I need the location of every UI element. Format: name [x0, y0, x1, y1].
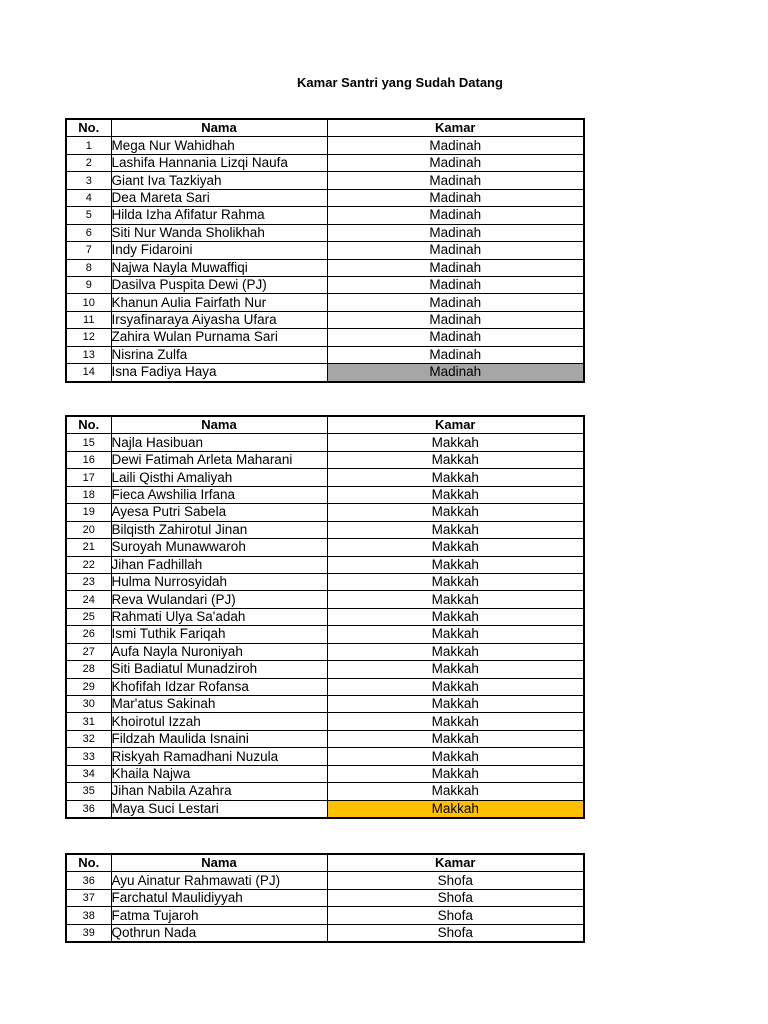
- room-cell: Madinah: [327, 294, 584, 311]
- row-number-cell: 13: [66, 346, 111, 363]
- name-cell: Lashifa Hannania Lizqi Naufa: [111, 154, 327, 171]
- row-number-cell: 35: [66, 783, 111, 800]
- room-cell: Madinah: [327, 311, 584, 328]
- table-row: [66, 678, 584, 695]
- room-cell: Madinah: [327, 189, 584, 206]
- table-row: [66, 924, 584, 942]
- row-number-cell: 3: [66, 172, 111, 189]
- name-cell: Reva Wulandari (PJ): [111, 591, 327, 608]
- name-cell: Khofifah Idzar Rofansa: [111, 678, 327, 695]
- name-cell: Jihan Fadhillah: [111, 556, 327, 573]
- room-cell: Makkah: [327, 730, 584, 747]
- room-cell: Shofa: [327, 872, 584, 889]
- room-table-madinah: [65, 118, 585, 383]
- table-row: [66, 486, 584, 503]
- table-row: [66, 608, 584, 625]
- table-row: [66, 521, 584, 538]
- room-cell: Madinah: [327, 259, 584, 276]
- room-cell: Madinah: [327, 242, 584, 259]
- name-cell: Dasilva Puspita Dewi (PJ): [111, 276, 327, 293]
- name-cell: Hulma Nurrosyidah: [111, 573, 327, 590]
- table-row: [66, 434, 584, 451]
- room-cell: Makkah: [327, 678, 584, 695]
- table-row: [66, 765, 584, 782]
- column-header-no: No.: [66, 854, 111, 872]
- table-row: [66, 294, 584, 311]
- room-cell: Makkah: [327, 469, 584, 486]
- row-number-cell: 28: [66, 661, 111, 678]
- column-header-no: No.: [66, 119, 111, 137]
- name-cell: Irsyafinaraya Aiyasha Ufara: [111, 311, 327, 328]
- name-cell: Najla Hasibuan: [111, 434, 327, 451]
- row-number-cell: 31: [66, 713, 111, 730]
- row-number-cell: 25: [66, 608, 111, 625]
- row-number-cell: 10: [66, 294, 111, 311]
- room-cell: Madinah: [327, 207, 584, 224]
- row-number-cell: 17: [66, 469, 111, 486]
- table-row: [66, 626, 584, 643]
- room-cell: Makkah: [327, 539, 584, 556]
- table-row: [66, 730, 584, 747]
- name-cell: Farchatul Maulidiyyah: [111, 889, 327, 906]
- row-number-cell: 9: [66, 276, 111, 293]
- row-number-cell: 12: [66, 329, 111, 346]
- name-cell: Aufa Nayla Nuroniyah: [111, 643, 327, 660]
- room-cell: Madinah: [327, 346, 584, 363]
- table-row: [66, 346, 584, 363]
- name-cell: Indy Fidaroini: [111, 242, 327, 259]
- room-cell: Makkah: [327, 661, 584, 678]
- table-row: [66, 154, 584, 171]
- row-number-cell: 19: [66, 504, 111, 521]
- room-cell: Makkah: [327, 591, 584, 608]
- table-row: [66, 451, 584, 468]
- room-cell: Makkah: [327, 556, 584, 573]
- table-row: [66, 189, 584, 206]
- column-header-room: Kamar: [327, 854, 584, 872]
- name-cell: Isna Fadiya Haya: [111, 364, 327, 382]
- room-cell: Makkah: [327, 643, 584, 660]
- row-number-cell: 38: [66, 907, 111, 924]
- row-number-cell: 1: [66, 137, 111, 154]
- table-row: [66, 889, 584, 906]
- table-row: [66, 259, 584, 276]
- column-header-room: Kamar: [327, 119, 584, 137]
- name-cell: Fildzah Maulida Isnaini: [111, 730, 327, 747]
- name-cell: Siti Nur Wanda Sholikhah: [111, 224, 327, 241]
- column-header-name: Nama: [111, 854, 327, 872]
- room-cell: Madinah: [327, 276, 584, 293]
- row-number-cell: 24: [66, 591, 111, 608]
- name-cell: Ayu Ainatur Rahmawati (PJ): [111, 872, 327, 889]
- room-cell: Makkah: [327, 748, 584, 765]
- room-cell: Makkah: [327, 608, 584, 625]
- row-number-cell: 5: [66, 207, 111, 224]
- name-cell: Riskyah Ramadhani Nuzula: [111, 748, 327, 765]
- table-row: [66, 872, 584, 889]
- name-cell: Ismi Tuthik Fariqah: [111, 626, 327, 643]
- table-row: [66, 311, 584, 328]
- room-cell: Shofa: [327, 889, 584, 906]
- room-cell: Makkah: [327, 486, 584, 503]
- column-header-name: Nama: [111, 416, 327, 434]
- table-row: [66, 591, 584, 608]
- row-number-cell: 36: [66, 872, 111, 889]
- row-number-cell: 11: [66, 311, 111, 328]
- row-number-cell: 18: [66, 486, 111, 503]
- name-cell: Maya Suci Lestari: [111, 800, 327, 818]
- header-row: [66, 119, 584, 137]
- table-row: [66, 539, 584, 556]
- table-row: [66, 696, 584, 713]
- table-row: [66, 907, 584, 924]
- name-cell: Siti Badiatul Munadziroh: [111, 661, 327, 678]
- room-cell: Madinah: [327, 154, 584, 171]
- room-cell: Makkah: [327, 573, 584, 590]
- room-cell: Makkah: [327, 783, 584, 800]
- row-number-cell: 32: [66, 730, 111, 747]
- name-cell: Mar'atus Sakinah: [111, 696, 327, 713]
- table-row: [66, 556, 584, 573]
- row-number-cell: 30: [66, 696, 111, 713]
- name-cell: Jihan Nabila Azahra: [111, 783, 327, 800]
- row-number-cell: 14: [66, 364, 111, 382]
- name-cell: Suroyah Munawwaroh: [111, 539, 327, 556]
- header-row: [66, 854, 584, 872]
- table-row: [66, 643, 584, 660]
- table-row: [66, 207, 584, 224]
- table-row: [66, 469, 584, 486]
- column-header-room: Kamar: [327, 416, 584, 434]
- row-number-cell: 21: [66, 539, 111, 556]
- row-number-cell: 16: [66, 451, 111, 468]
- table-row: [66, 661, 584, 678]
- table-row: [66, 276, 584, 293]
- row-number-cell: 33: [66, 748, 111, 765]
- row-number-cell: 27: [66, 643, 111, 660]
- room-cell: Madinah: [327, 364, 584, 382]
- name-cell: Hilda Izha Afifatur Rahma: [111, 207, 327, 224]
- column-header-name: Nama: [111, 119, 327, 137]
- name-cell: Mega Nur Wahidhah: [111, 137, 327, 154]
- row-number-cell: 4: [66, 189, 111, 206]
- room-cell: Madinah: [327, 137, 584, 154]
- row-number-cell: 22: [66, 556, 111, 573]
- table-row: [66, 364, 584, 382]
- name-cell: Laili Qisthi Amaliyah: [111, 469, 327, 486]
- name-cell: Khanun Aulia Fairfath Nur: [111, 294, 327, 311]
- table-row: [66, 172, 584, 189]
- name-cell: Zahira Wulan Purnama Sari: [111, 329, 327, 346]
- table-row: [66, 329, 584, 346]
- row-number-cell: 26: [66, 626, 111, 643]
- row-number-cell: 7: [66, 242, 111, 259]
- name-cell: Fatma Tujaroh: [111, 907, 327, 924]
- name-cell: Qothrun Nada: [111, 924, 327, 942]
- header-row: [66, 416, 584, 434]
- name-cell: Giant Iva Tazkiyah: [111, 172, 327, 189]
- table-row: [66, 713, 584, 730]
- room-cell: Shofa: [327, 924, 584, 942]
- row-number-cell: 29: [66, 678, 111, 695]
- table-row: [66, 783, 584, 800]
- name-cell: Dewi Fatimah Arleta Maharani: [111, 451, 327, 468]
- row-number-cell: 39: [66, 924, 111, 942]
- row-number-cell: 37: [66, 889, 111, 906]
- room-cell: Makkah: [327, 713, 584, 730]
- name-cell: Rahmati Ulya Sa'adah: [111, 608, 327, 625]
- row-number-cell: 36: [66, 800, 111, 818]
- room-cell: Madinah: [327, 329, 584, 346]
- table-row: [66, 748, 584, 765]
- row-number-cell: 20: [66, 521, 111, 538]
- room-cell: Madinah: [327, 224, 584, 241]
- room-cell: Shofa: [327, 907, 584, 924]
- row-number-cell: 2: [66, 154, 111, 171]
- table-row: [66, 224, 584, 241]
- name-cell: Fieca Awshilia Irfana: [111, 486, 327, 503]
- room-cell: Makkah: [327, 434, 584, 451]
- row-number-cell: 34: [66, 765, 111, 782]
- table-row: [66, 242, 584, 259]
- column-header-no: No.: [66, 416, 111, 434]
- table-row: [66, 504, 584, 521]
- room-cell: Madinah: [327, 172, 584, 189]
- row-number-cell: 23: [66, 573, 111, 590]
- room-table-shofa: [65, 853, 585, 943]
- name-cell: Nisrina Zulfa: [111, 346, 327, 363]
- room-cell: Makkah: [327, 451, 584, 468]
- row-number-cell: 6: [66, 224, 111, 241]
- name-cell: Ayesa Putri Sabela: [111, 504, 327, 521]
- room-table-makkah: [65, 415, 585, 819]
- name-cell: Khoirotul Izzah: [111, 713, 327, 730]
- table-row: [66, 800, 584, 818]
- name-cell: Khaila Najwa: [111, 765, 327, 782]
- room-cell: Makkah: [327, 504, 584, 521]
- row-number-cell: 15: [66, 434, 111, 451]
- table-row: [66, 573, 584, 590]
- row-number-cell: 8: [66, 259, 111, 276]
- room-cell: Makkah: [327, 800, 584, 818]
- name-cell: Dea Mareta Sari: [111, 189, 327, 206]
- table-row: [66, 137, 584, 154]
- name-cell: Najwa Nayla Muwaffiqi: [111, 259, 327, 276]
- room-cell: Makkah: [327, 696, 584, 713]
- room-cell: Makkah: [327, 765, 584, 782]
- name-cell: Bilqisth Zahirotul Jinan: [111, 521, 327, 538]
- page-title: Kamar Santri yang Sudah Datang: [297, 75, 503, 90]
- room-cell: Makkah: [327, 521, 584, 538]
- room-cell: Makkah: [327, 626, 584, 643]
